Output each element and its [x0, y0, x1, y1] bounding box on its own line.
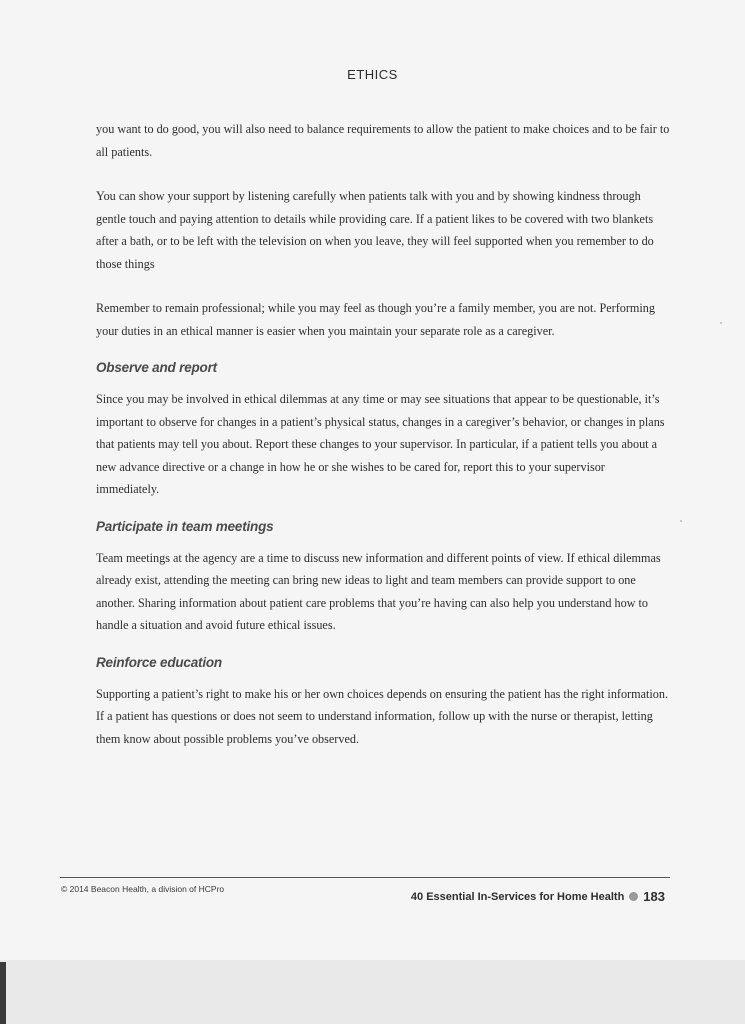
paragraph-professional: Remember to remain professional; while you may feel as though you’re a family member, you are not. Performing your duties in an ethical manner is easier when you maintain your separate role as a caregiver.	[96, 301, 655, 338]
footer-copyright: © 2014 Beacon Health, a division of HCPro	[61, 884, 225, 894]
page-content	[96, 118, 671, 768]
paragraph-support: You can show your support by listening carefully when patients talk with you and by showing kindness through gentle touch and paying attention to details while providing care. If a patient likes to be covered with two blankets after a bath, or to be left with the television on when you leave, they will feel supported when you remember to do those things	[96, 189, 654, 271]
section-text-team-meetings: Team meetings at the agency are a time to discuss new information and different points of view. If ethical dilemmas already exist, attending the meeting can bring new ideas to light and team members can provide support to one another. Sharing information about patient care problems that you’re having can also help you understand how to handle a situation and avoid future ethical issues.	[96, 550, 661, 632]
page-number: 183	[643, 889, 665, 904]
footer-divider	[60, 877, 670, 878]
scanner-bed-strip	[0, 960, 745, 1024]
scan-speck	[720, 322, 722, 324]
footer-book-title: 40 Essential In-Services for Home Health	[410, 890, 625, 903]
scanner-edge	[0, 962, 6, 1024]
section-text-observe: Since you may be involved in ethical dilemmas at any time or may see situations that appear to be questionable, it’s important to observe for changes in a patient’s physical status, changes in a caregiver’s behavior, or changes in plans that patients may tell you about. Report these changes to your supervisor. In particular, if a patient tells you about a new advance directive or a change in how he or she wishes to be cared for, report this to your supervisor immediately.	[96, 392, 665, 496]
running-header: ETHICS	[347, 67, 398, 82]
section-heading-team-meetings: Participate in team meetings	[96, 518, 274, 534]
section-heading-education: Reinforce education	[96, 654, 222, 670]
footer-book-info	[411, 889, 665, 904]
section-heading-observe: Observe and report	[96, 360, 217, 375]
scan-speck	[680, 520, 682, 522]
section-text-education: Supporting a patient’s right to make his or her own choices depends on ensuring the patient has the right information. If a patient has questions or does not seem to understand information, follow up with the nurse or therapist, letting them know about possible problems you’ve observed.	[96, 686, 669, 746]
bullet-dot-icon	[629, 892, 638, 901]
paragraph-continuation: you want to do good, you will also need to balance requirements to allow the patient to make choices and to be fair to all patients.	[96, 122, 670, 159]
